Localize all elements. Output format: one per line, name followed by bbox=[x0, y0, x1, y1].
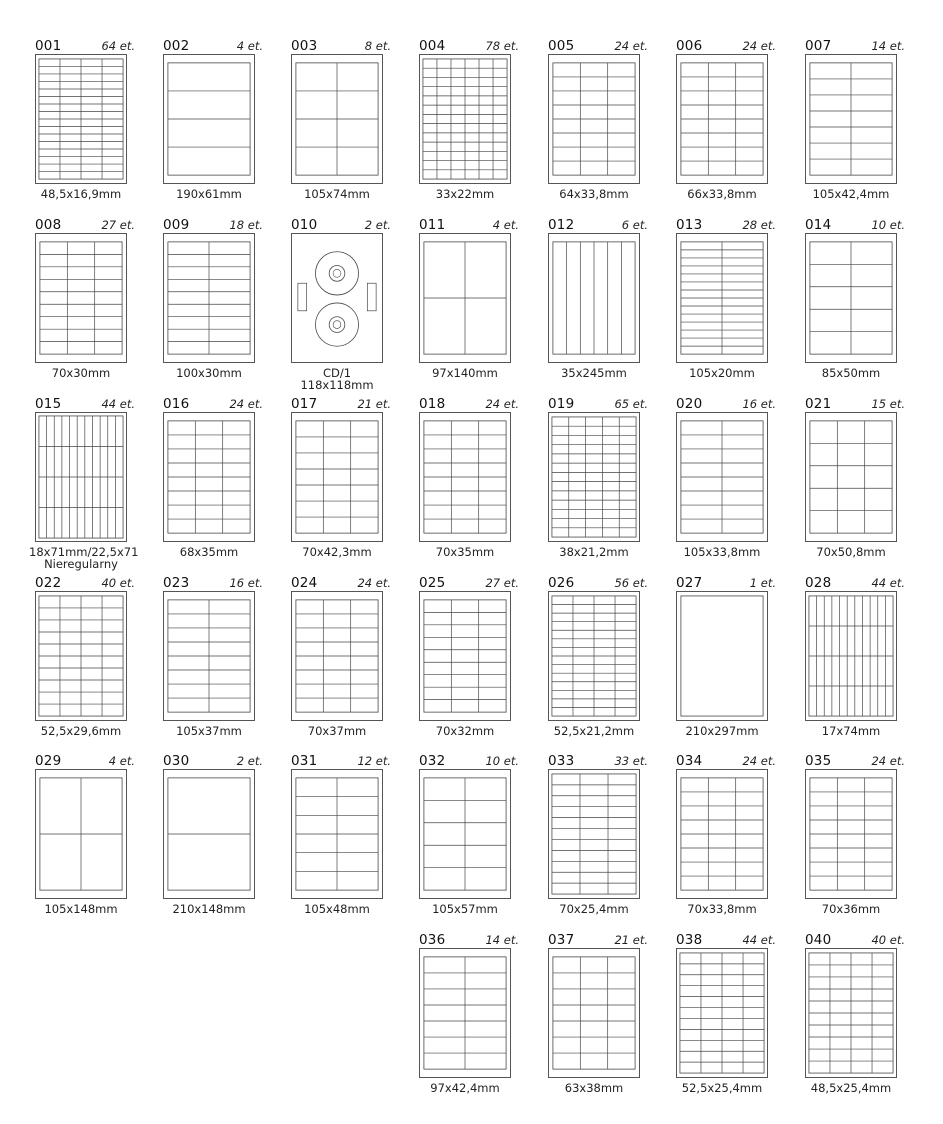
template-027 bbox=[676, 575, 776, 745]
label-size: 70x35mm bbox=[435, 545, 495, 559]
template-017 bbox=[291, 396, 391, 566]
label-count: 16 et. bbox=[742, 397, 776, 411]
template-code: 022 bbox=[35, 575, 62, 591]
sheet-layout-diagram bbox=[419, 54, 511, 184]
sheet-layout-diagram bbox=[291, 233, 383, 363]
template-code: 011 bbox=[419, 217, 446, 233]
label-grid bbox=[677, 413, 767, 541]
template-028 bbox=[805, 575, 905, 745]
template-code: 021 bbox=[805, 396, 832, 412]
template-code: 014 bbox=[805, 217, 832, 233]
label-grid bbox=[164, 55, 254, 183]
template-012 bbox=[548, 217, 648, 387]
sheet-layout-diagram bbox=[676, 948, 768, 1078]
template-001 bbox=[35, 38, 135, 208]
label-count: 6 et. bbox=[621, 218, 648, 232]
label-grid bbox=[677, 949, 767, 1077]
template-020 bbox=[676, 396, 776, 566]
label-grid bbox=[420, 949, 510, 1077]
label-grid bbox=[36, 234, 126, 362]
template-code: 020 bbox=[676, 396, 703, 412]
template-header bbox=[291, 217, 391, 233]
sheet-layout-diagram bbox=[548, 769, 640, 899]
label-grid bbox=[292, 55, 382, 183]
label-count: 14 et. bbox=[871, 39, 905, 53]
label-grid bbox=[806, 592, 896, 720]
label-grid bbox=[36, 413, 126, 541]
label-grid bbox=[549, 413, 639, 541]
label-grid bbox=[806, 55, 896, 183]
template-code: 016 bbox=[163, 396, 190, 412]
template-header bbox=[291, 396, 391, 412]
template-header bbox=[419, 575, 519, 591]
label-grid bbox=[292, 234, 382, 362]
label-size: 105x74mm bbox=[304, 187, 370, 201]
label-count: 18 et. bbox=[229, 218, 263, 232]
label-grid bbox=[420, 234, 510, 362]
label-count: 10 et. bbox=[485, 754, 519, 768]
template-header bbox=[291, 575, 391, 591]
template-header bbox=[805, 396, 905, 412]
label-count: 24 et. bbox=[614, 39, 648, 53]
template-code: 001 bbox=[35, 38, 62, 54]
sheet-layout-diagram bbox=[35, 54, 127, 184]
sheet-layout-diagram bbox=[676, 591, 768, 721]
sheet-layout-diagram bbox=[419, 412, 511, 542]
template-code: 013 bbox=[676, 217, 703, 233]
template-code: 035 bbox=[805, 753, 832, 769]
template-header bbox=[676, 217, 776, 233]
label-size: 70x42,3mm bbox=[302, 545, 372, 559]
template-header bbox=[35, 217, 135, 233]
label-grid bbox=[806, 770, 896, 898]
sheet-layout-diagram bbox=[676, 54, 768, 184]
label-grid bbox=[420, 413, 510, 541]
template-header bbox=[419, 396, 519, 412]
label-count: 27 et. bbox=[101, 218, 135, 232]
label-size: 66x33,8mm bbox=[687, 187, 757, 201]
template-header bbox=[419, 38, 519, 54]
label-size: 97x140mm bbox=[432, 366, 498, 380]
label-grid bbox=[36, 770, 126, 898]
template-011 bbox=[419, 217, 519, 387]
template-008 bbox=[35, 217, 135, 387]
label-grid bbox=[806, 949, 896, 1077]
template-code: 015 bbox=[35, 396, 62, 412]
label-grid bbox=[806, 234, 896, 362]
template-code: 007 bbox=[805, 38, 832, 54]
label-size: 70x25,4mm bbox=[559, 902, 629, 916]
template-033 bbox=[548, 753, 648, 923]
sheet-layout-diagram bbox=[291, 412, 383, 542]
template-037 bbox=[548, 932, 648, 1102]
sheet-layout-diagram bbox=[419, 233, 511, 363]
sheet-layout-diagram bbox=[548, 54, 640, 184]
template-034 bbox=[676, 753, 776, 923]
template-038 bbox=[676, 932, 776, 1102]
template-025 bbox=[419, 575, 519, 745]
sheet-layout-diagram bbox=[163, 412, 255, 542]
template-040 bbox=[805, 932, 905, 1102]
label-count: 40 et. bbox=[101, 576, 135, 590]
label-count: 64 et. bbox=[101, 39, 135, 53]
label-count: 24 et. bbox=[742, 754, 776, 768]
template-code: 002 bbox=[163, 38, 190, 54]
label-grid bbox=[292, 592, 382, 720]
template-004 bbox=[419, 38, 519, 208]
template-code: 034 bbox=[676, 753, 703, 769]
template-code: 040 bbox=[805, 932, 832, 948]
template-code: 009 bbox=[163, 217, 190, 233]
template-code: 003 bbox=[291, 38, 318, 54]
sheet-layout-diagram bbox=[163, 233, 255, 363]
label-size: 63x38mm bbox=[564, 1081, 624, 1095]
label-size: CD/1 118x118mm bbox=[300, 366, 374, 392]
template-code: 036 bbox=[419, 932, 446, 948]
template-006 bbox=[676, 38, 776, 208]
label-count: 56 et. bbox=[614, 576, 648, 590]
sheet-layout-diagram bbox=[163, 591, 255, 721]
template-code: 005 bbox=[548, 38, 575, 54]
sheet-layout-diagram bbox=[163, 54, 255, 184]
template-code: 038 bbox=[676, 932, 703, 948]
label-size: 70x36mm bbox=[821, 902, 881, 916]
sheet-layout-diagram bbox=[805, 412, 897, 542]
label-count: 2 et. bbox=[364, 218, 391, 232]
template-code: 006 bbox=[676, 38, 703, 54]
template-header bbox=[676, 753, 776, 769]
sheet-layout-diagram bbox=[548, 948, 640, 1078]
label-count: 4 et. bbox=[108, 754, 135, 768]
label-count: 44 et. bbox=[871, 576, 905, 590]
label-count: 24 et. bbox=[742, 39, 776, 53]
sheet-layout-diagram bbox=[291, 591, 383, 721]
label-grid bbox=[549, 55, 639, 183]
sheet-layout-diagram bbox=[805, 233, 897, 363]
template-header bbox=[163, 217, 263, 233]
label-count: 4 et. bbox=[236, 39, 263, 53]
template-header bbox=[35, 396, 135, 412]
sheet-layout-diagram bbox=[35, 591, 127, 721]
label-grid bbox=[164, 234, 254, 362]
template-code: 024 bbox=[291, 575, 318, 591]
template-code: 019 bbox=[548, 396, 575, 412]
template-code: 030 bbox=[163, 753, 190, 769]
sheet-layout-diagram bbox=[291, 54, 383, 184]
label-count: 15 et. bbox=[871, 397, 905, 411]
template-014 bbox=[805, 217, 905, 387]
label-count: 24 et. bbox=[357, 576, 391, 590]
template-007 bbox=[805, 38, 905, 208]
label-size: 70x50,8mm bbox=[816, 545, 886, 559]
template-016 bbox=[163, 396, 263, 566]
label-count: 24 et. bbox=[485, 397, 519, 411]
label-size: 70x32mm bbox=[435, 724, 495, 738]
label-count: 78 et. bbox=[485, 39, 519, 53]
sheet-layout-diagram bbox=[419, 948, 511, 1078]
label-size: 52,5x25,4mm bbox=[681, 1081, 763, 1095]
label-grid bbox=[292, 413, 382, 541]
label-count: 44 et. bbox=[101, 397, 135, 411]
template-023 bbox=[163, 575, 263, 745]
label-count: 14 et. bbox=[485, 933, 519, 947]
label-count: 28 et. bbox=[742, 218, 776, 232]
label-size: 100x30mm bbox=[176, 366, 242, 380]
label-grid bbox=[164, 770, 254, 898]
template-code: 017 bbox=[291, 396, 318, 412]
label-size: 70x37mm bbox=[307, 724, 367, 738]
template-header bbox=[163, 753, 263, 769]
label-count: 40 et. bbox=[871, 933, 905, 947]
template-header bbox=[548, 932, 648, 948]
template-header bbox=[805, 753, 905, 769]
template-header bbox=[35, 753, 135, 769]
template-002 bbox=[163, 38, 263, 208]
label-size: 105x42,4mm bbox=[812, 187, 890, 201]
template-029 bbox=[35, 753, 135, 923]
template-header bbox=[163, 396, 263, 412]
template-header bbox=[676, 932, 776, 948]
label-grid bbox=[36, 592, 126, 720]
label-size: 97x42,4mm bbox=[430, 1081, 500, 1095]
label-grid bbox=[677, 55, 767, 183]
label-count: 16 et. bbox=[229, 576, 263, 590]
template-code: 032 bbox=[419, 753, 446, 769]
label-size: 68x35mm bbox=[179, 545, 239, 559]
template-code: 004 bbox=[419, 38, 446, 54]
sheet-layout-diagram bbox=[35, 233, 127, 363]
template-code: 026 bbox=[548, 575, 575, 591]
label-size: 64x33,8mm bbox=[559, 187, 629, 201]
label-count: 2 et. bbox=[236, 754, 263, 768]
label-size: 38x21,2mm bbox=[559, 545, 629, 559]
template-code: 008 bbox=[35, 217, 62, 233]
sheet-layout-diagram bbox=[163, 769, 255, 899]
label-grid bbox=[677, 770, 767, 898]
template-header bbox=[163, 575, 263, 591]
template-header bbox=[548, 753, 648, 769]
template-022 bbox=[35, 575, 135, 745]
template-header bbox=[548, 217, 648, 233]
label-grid bbox=[549, 592, 639, 720]
label-count: 4 et. bbox=[492, 218, 519, 232]
template-013 bbox=[676, 217, 776, 387]
label-size: 105x33,8mm bbox=[683, 545, 761, 559]
label-size: 35x245mm bbox=[561, 366, 627, 380]
sheet-layout-diagram bbox=[805, 54, 897, 184]
label-size: 105x148mm bbox=[44, 902, 118, 916]
template-code: 018 bbox=[419, 396, 446, 412]
template-header bbox=[291, 753, 391, 769]
template-018 bbox=[419, 396, 519, 566]
template-header bbox=[163, 38, 263, 54]
sheet-layout-diagram bbox=[35, 769, 127, 899]
label-size: 105x20mm bbox=[689, 366, 755, 380]
sheet-layout-diagram bbox=[419, 769, 511, 899]
template-header bbox=[805, 932, 905, 948]
template-code: 031 bbox=[291, 753, 318, 769]
template-010 bbox=[291, 217, 391, 392]
label-grid bbox=[420, 770, 510, 898]
label-size: 33x22mm bbox=[435, 187, 495, 201]
template-code: 029 bbox=[35, 753, 62, 769]
label-grid bbox=[164, 592, 254, 720]
label-size: 48,5x16,9mm bbox=[40, 187, 122, 201]
template-header bbox=[805, 575, 905, 591]
label-grid bbox=[420, 592, 510, 720]
template-code: 027 bbox=[676, 575, 703, 591]
label-grid bbox=[806, 413, 896, 541]
template-036 bbox=[419, 932, 519, 1102]
template-header bbox=[419, 753, 519, 769]
template-code: 033 bbox=[548, 753, 575, 769]
template-030 bbox=[163, 753, 263, 923]
label-count: 24 et. bbox=[229, 397, 263, 411]
label-size: 105x57mm bbox=[432, 902, 498, 916]
label-size: 190x61mm bbox=[176, 187, 242, 201]
label-count: 8 et. bbox=[364, 39, 391, 53]
sheet-layout-diagram bbox=[548, 233, 640, 363]
template-009 bbox=[163, 217, 263, 387]
label-size: 70x33,8mm bbox=[687, 902, 757, 916]
label-size: 210x148mm bbox=[172, 902, 246, 916]
sheet-layout-diagram bbox=[805, 948, 897, 1078]
label-size: 52,5x29,6mm bbox=[40, 724, 122, 738]
label-grid bbox=[549, 949, 639, 1077]
label-count: 44 et. bbox=[742, 933, 776, 947]
sheet-layout-diagram bbox=[35, 412, 127, 542]
template-header bbox=[676, 575, 776, 591]
label-size: 48,5x25,4mm bbox=[810, 1081, 892, 1095]
label-grid bbox=[549, 234, 639, 362]
label-size: 18x71mm/22,5x71 bbox=[29, 545, 139, 559]
label-count: 27 et. bbox=[485, 576, 519, 590]
label-size: 85x50mm bbox=[821, 366, 881, 380]
template-header bbox=[419, 932, 519, 948]
template-header bbox=[291, 38, 391, 54]
template-code: 023 bbox=[163, 575, 190, 591]
sheet-layout-diagram bbox=[419, 591, 511, 721]
template-header bbox=[805, 38, 905, 54]
sheet-layout-diagram bbox=[676, 769, 768, 899]
template-header bbox=[419, 217, 519, 233]
sheet-layout-diagram bbox=[548, 591, 640, 721]
label-count: 1 et. bbox=[749, 576, 776, 590]
label-grid bbox=[549, 770, 639, 898]
template-035 bbox=[805, 753, 905, 923]
label-size: 105x48mm bbox=[304, 902, 370, 916]
label-grid bbox=[677, 592, 767, 720]
template-header bbox=[35, 575, 135, 591]
template-code: 010 bbox=[291, 217, 318, 233]
sheet-layout-diagram bbox=[676, 233, 768, 363]
template-015 bbox=[29, 396, 139, 571]
template-003 bbox=[291, 38, 391, 208]
label-grid bbox=[164, 413, 254, 541]
label-size: 17x74mm bbox=[821, 724, 881, 738]
label-grid bbox=[292, 770, 382, 898]
sheet-layout-diagram bbox=[676, 412, 768, 542]
label-count: 24 et. bbox=[871, 754, 905, 768]
template-code: 028 bbox=[805, 575, 832, 591]
label-count: 33 et. bbox=[614, 754, 648, 768]
template-header bbox=[676, 38, 776, 54]
label-size: 210x297mm bbox=[685, 724, 759, 738]
label-size: 52,5x21,2mm bbox=[553, 724, 635, 738]
template-code: 025 bbox=[419, 575, 446, 591]
template-024 bbox=[291, 575, 391, 745]
label-count: 12 et. bbox=[357, 754, 391, 768]
label-count: 10 et. bbox=[871, 218, 905, 232]
template-header bbox=[548, 575, 648, 591]
label-grid bbox=[36, 55, 126, 183]
template-019 bbox=[548, 396, 648, 566]
template-header bbox=[676, 396, 776, 412]
sheet-layout-diagram bbox=[291, 769, 383, 899]
label-size: 70x30mm bbox=[51, 366, 111, 380]
template-header bbox=[35, 38, 135, 54]
label-count: 21 et. bbox=[614, 933, 648, 947]
label-size: 105x37mm bbox=[176, 724, 242, 738]
label-grid bbox=[420, 55, 510, 183]
label-size-note: Nieregularny bbox=[44, 557, 118, 571]
template-026 bbox=[548, 575, 648, 745]
template-header bbox=[548, 396, 648, 412]
template-021 bbox=[805, 396, 905, 566]
template-032 bbox=[419, 753, 519, 923]
sheet-layout-diagram bbox=[548, 412, 640, 542]
template-005 bbox=[548, 38, 648, 208]
label-count: 21 et. bbox=[357, 397, 391, 411]
label-grid bbox=[677, 234, 767, 362]
template-header bbox=[548, 38, 648, 54]
template-031 bbox=[291, 753, 391, 923]
template-header bbox=[805, 217, 905, 233]
template-code: 012 bbox=[548, 217, 575, 233]
label-count: 65 et. bbox=[614, 397, 648, 411]
sheet-layout-diagram bbox=[805, 591, 897, 721]
sheet-layout-diagram bbox=[805, 769, 897, 899]
template-code: 037 bbox=[548, 932, 575, 948]
